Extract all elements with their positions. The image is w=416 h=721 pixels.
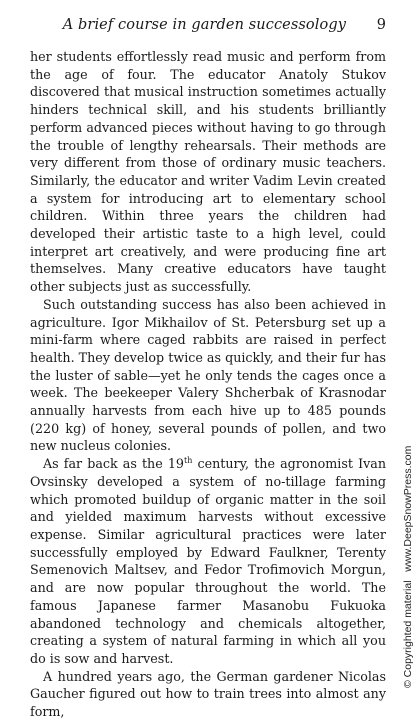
ordinal-superscript: th [183,456,193,466]
page-number: 9 [376,17,386,33]
website-link[interactable]: www.DeepSnowPress.com [402,445,414,572]
paragraph-2: Such outstanding success has also been achieved in agriculture. Igor Mikhailov of St. Petersburg set up a mini-farm where caged rabbits are raised in perfect health. They develop twice as quickly, and their fur has the luster of sable—yet he only tends the cages once a week. The beekeeper Valery Shcherbak of Krasnodar annually harvests from each hive up to 485 pounds (220 kg) of honey, several pounds of pollen, and two new nucleus colonies. [30,296,386,454]
paragraph-3 [30,455,386,667]
copyright-text: © Copyrighted material [402,580,414,688]
page-header [30,17,386,37]
paragraph-1: her students effortlessly read music and perform from the age of four. The educator Anatoly Stukov discovered that musical instruction sometimes actually hinders technical skill, and his students brilliantly perform advanced pieces without having to go through the trouble of lengthy rehearsals. Their methods are very different from those of ordinary music teachers. Similarly, the educator and writer Vadim Levin created a system for introducing art to elementary school children. Within three years the children had developed their artistic taste to a high level, could interpret art creatively, and were producing fine art themselves. Many creative educators have taught other subjects just as successfully. [30,49,386,295]
running-title: A brief course in garden successology [62,17,346,33]
paragraph-3-start: As far back as the 19 [43,456,184,472]
paragraph-4: A hundred years ago, the German gardener Nicolas Gaucher figured out how to train trees into almost any form, [30,668,386,720]
body-text [30,48,386,721]
copyright-notice [402,446,414,688]
paragraph-3-rest: century, the agronomist Ivan Ovsinsky developed a system of no-tillage farming which promoted buildup of organic matter in the soil and yielded maximum harvests without excessive expense. Similar agricultural practices were later successfully employed by Edward Faulkner, Terenty Semenovich Maltsev, and Fedor Trofimovich Morgun, and are now popular throughout the world. The famous Japanese farmer Masanobu Fukuoka abandoned technology and chemicals altogether, creating a system of natural farming in which all you do is sow and harvest. [30,456,386,666]
